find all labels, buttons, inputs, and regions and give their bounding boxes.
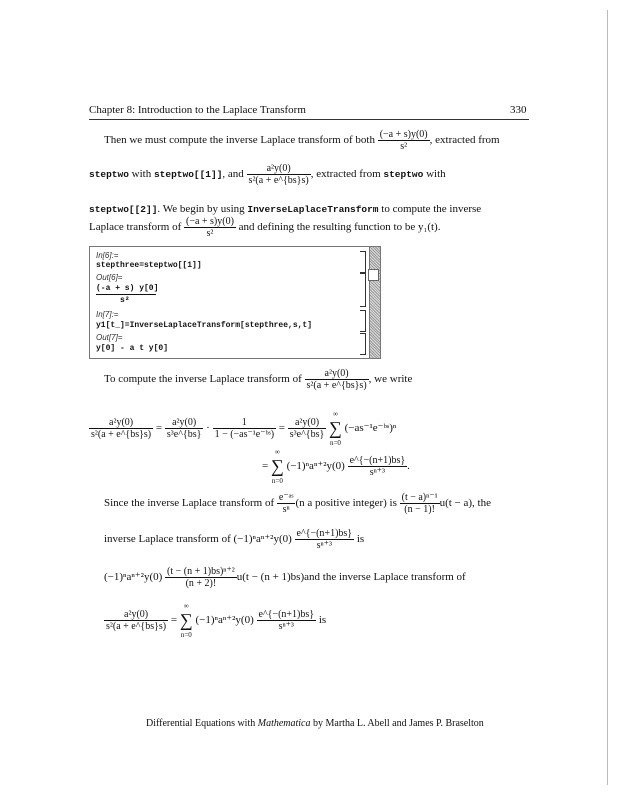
out7-code: y[0] - a t y[0] xyxy=(96,344,169,353)
in6-code[interactable]: stepthree=steptwo[[1]] xyxy=(96,261,202,270)
cell-bracket[interactable] xyxy=(360,251,366,273)
para4-fraction: $\frac{\text{a²y(0)}}{\text{s²(a + e\textasciicircum{}\{bs\}s)}}$ xyxy=(306,368,367,391)
scrollbar-thumb[interactable] xyxy=(368,269,379,281)
out6-fraction-bar xyxy=(96,294,156,295)
equation-2: = ∞ ∑ n=0 (−1)ⁿaⁿ⁺²y(0) $\frac{e\^{}\{-(n+1)bs\}}{\text{sⁿ⁺³}}$ . xyxy=(262,448,410,485)
out6-label: Out[6]= xyxy=(96,273,123,282)
in6-label: In[6]:= xyxy=(96,251,119,260)
para6: inverse Laplace transform of (−1)ⁿaⁿ⁺²y(0) $\frac{e\^{}\{-(n+1)bs\}}{\text{sⁿ⁺³}}$ is xyxy=(104,528,365,551)
para5: Since the inverse Laplace transform of $\frac{\text{e⁻ᵃˢ}}{\text{sⁿ}}$ (n a positive integer) is $\frac{\text{(t − a)ⁿ⁻¹}}{(n - 1)!}$ u(t − a), the xyxy=(104,492,491,515)
mathematica-notebook xyxy=(89,246,381,359)
para3-fraction: $\frac{(-a + s)y(0)}{\text{s²}}$ xyxy=(185,216,234,239)
para7: (−1)ⁿaⁿ⁺²y(0) $\frac{\text{(t − (n + 1)bs)ⁿ⁺²}}{(n + 2)!}$ u(t − (n + 1)bs)and the inverse Laplace transform of xyxy=(104,566,466,589)
para3-line2: Laplace transform of $\frac{(-a + s)y(0)}{\text{s²}}$ and defining the resulting function to be y₁(t). xyxy=(89,216,441,239)
notebook-scrollbar[interactable] xyxy=(369,247,380,358)
chapter-title: Chapter 8: Introduction to the Laplace Transform xyxy=(89,104,306,116)
out6-num: (-a + s) y[0] xyxy=(96,284,159,293)
in7-code[interactable]: y1[t_]=InverseLaplaceTransform[stepthree,s,t] xyxy=(96,321,313,330)
footer: Differential Equations with Mathematica by Martha L. Abell and James P. Braselton xyxy=(146,718,484,729)
equation-1: $\frac{\text{a²y(0)}}{\text{s²(a + e\textasciicircum{}\{bs\}s)}}$ = $\frac{\text{a²y(0)}}{\text{s³e\textasciicircum{}\{bs\}}}$ · $\frac{1}{\text{1 − (−as⁻¹e⁻ᵇˢ)}}$ = $\frac{\text{a²y(0)}}{\text{s³e\textasciicircum{}\{bs\}}}$ ∞ ∑ n=0 (−as⁻¹e⁻ᵇˢ)ⁿ xyxy=(91,410,397,447)
para2: steptwo with steptwo[[1]], and $\frac{\text{a²y(0)}}{\text{s²(a + e\textasciicircum{}\{bs\}s)}}$ , extracted from steptwo with xyxy=(89,163,446,186)
para3-line1: steptwo[[2]]. We begin by using InverseLaplaceTransform to compute the inverse xyxy=(89,203,482,215)
cell-bracket[interactable] xyxy=(360,333,366,355)
page-edge-line xyxy=(607,10,608,785)
para1: Then we must compute the inverse Laplace transform of both $\frac{(-a + s)y(0)}{\text{s²}}$ , extracted from xyxy=(104,129,500,152)
para2-fraction: $\frac{\text{a²y(0)}}{\text{s²(a + e\textasciicircum{}\{bs\}s)}}$ xyxy=(248,163,309,186)
cell-bracket[interactable] xyxy=(360,310,366,332)
cell-bracket[interactable] xyxy=(360,273,366,307)
header-rule xyxy=(89,119,529,120)
out6-den: s² xyxy=(120,296,130,305)
para1-fraction: $\frac{(-a + s)y(0)}{\text{s²}}$ xyxy=(379,129,428,152)
equation-3: $\frac{\text{a²y(0)}}{\text{s²(a + e\textasciicircum{}\{bs\}s)}}$ = ∞ ∑ n=0 (−1)ⁿaⁿ⁺²y(0) $\frac{e\^{}\{-(n+1)bs\}}{\text{sⁿ⁺³}}$ is xyxy=(106,602,327,639)
page-number: 330 xyxy=(510,104,527,116)
para4: To compute the inverse Laplace transform of $\frac{\text{a²y(0)}}{\text{s²(a + e\textasciicircum{}\{bs\}s)}}$ , we write xyxy=(104,368,413,391)
out7-label: Out[7]= xyxy=(96,333,123,342)
in7-label: In[7]:= xyxy=(96,310,119,319)
